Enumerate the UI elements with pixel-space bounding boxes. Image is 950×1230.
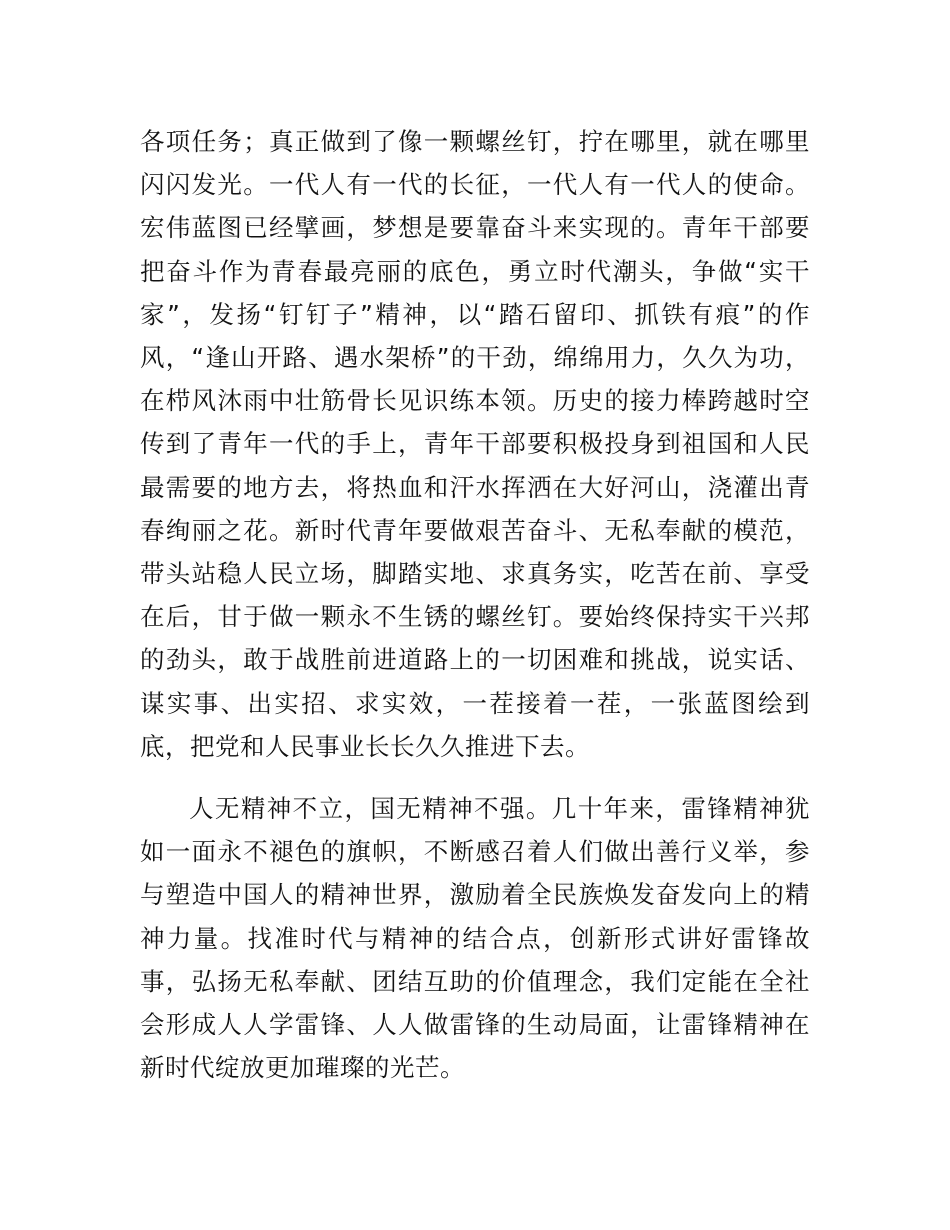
paragraph-1: 各项任务；真正做到了像一颗螺丝钉，拧在哪里，就在哪里闪闪发光。一代人有一代的长征，一代人有一代人的使命。宏伟蓝图已经擘画，梦想是要靠奋斗来实现的。青年干部要把奋斗作为青春最亮丽的底色，勇立时代潮头，争做“实干家”，发扬“钉钉子”精神，以“踏石留印、抓铁有痕”的作风，“逢山开路、遇水架桥”的干劲，绵绵用力，久久为功，在栉风沐雨中壮筋骨长见识练本领。历史的接力棒跨越时空传到了青年一代的手上，青年干部要积极投身到祖国和人民最需要的地方去，将热血和汗水挥洒在大好河山，浇灌出青春绚丽之花。新时代青年要做艰苦奋斗、无私奉献的模范，带头站稳人民立场，脚踏实地、求真务实，吃苦在前、享受在后，甘于做一颗永不生锈的螺丝钉。要始终保持实干兴邦的劲头，敢于战胜前进道路上的一切困难和挑战，说实话、谋实事、出实招、求实效，一茬接着一茬，一张蓝图绘到底，把党和人民事业长长久久推进下去。: [140, 127, 810, 761]
document-body: [140, 120, 810, 1089]
paragraph-2: 人无精神不立，国无精神不强。几十年来，雷锋精神犹如一面永不褪色的旗帜，不断感召着人们做出善行义举，参与塑造中国人的精神世界，激励着全民族焕发奋发向上的精神力量。找准时代与精神的结合点，创新形式讲好雷锋故事，弘扬无私奉献、团结互助的价值理念，我们定能在全社会形成人人学雷锋、人人做雷锋的生动局面，让雷锋精神在新时代绽放更加璀璨的光芒。: [140, 794, 810, 1083]
